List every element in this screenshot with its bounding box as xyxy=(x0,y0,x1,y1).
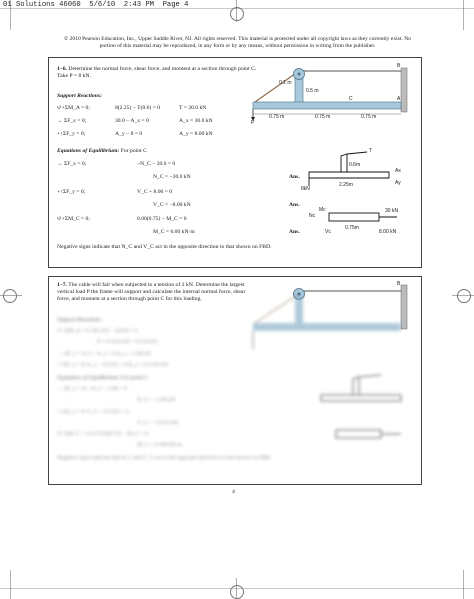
equation-lhs: ↺+ΣM_C = 0; xyxy=(57,216,90,222)
blurred-line: Support Reactions: xyxy=(57,317,103,323)
label-p: P xyxy=(251,120,255,126)
frame-figure xyxy=(249,62,417,130)
fbd-sketch-whole xyxy=(299,142,414,192)
dim-label: 0.1 m xyxy=(279,80,292,86)
equation-row xyxy=(57,189,317,195)
blurred-line: +↑ΣF_y = 0; A_y − 0.5333 = 0 A_y = 0.5333 kN xyxy=(57,361,169,368)
equation-lhs: +↑ΣF_y = 0; xyxy=(57,189,86,195)
pulley-pin-icon xyxy=(298,73,301,76)
equation-row xyxy=(57,131,213,137)
equation-mid: −N_C − 30.0 = 0 xyxy=(137,161,176,167)
equation-mid: N_C = −30.0 kN xyxy=(153,174,191,180)
fbd-sketch-segment xyxy=(307,203,417,243)
blurred-line: → ΣF_x = 0; 2 − A_x = 0 A_x = 2.00 kN xyxy=(57,350,151,357)
blurred-line: ↺+ΣM_A = 0; P(2.25) − 2(0.6) = 0 xyxy=(57,328,138,335)
span-label: 0.75 m xyxy=(315,114,331,120)
blurred-line: P = 0.5333 kN = 0.533 kN xyxy=(97,339,158,346)
blurred-line: → ΣF_x = 0; −N_C − 2.00 = 0 xyxy=(57,386,128,393)
equilibrium-heading xyxy=(57,148,147,155)
label-t: T xyxy=(369,148,373,154)
wall-support xyxy=(401,285,407,329)
blurred-line: V_C = −0.533 kN xyxy=(137,419,179,426)
copyright-notice: © 2010 Pearson Education, Inc., Upper Saddle River, NJ. All rights reserved. This material is protected under all copyright laws as they currently exist. No portion of this material may be reproduced, in any form or by any means, without permission in writing from the publisher. xyxy=(63,36,412,50)
equation-mid: A_y − 8 = 0 xyxy=(115,131,143,137)
segment-outline xyxy=(329,213,379,221)
cable-line xyxy=(255,71,299,102)
blurred-line: Equations of Equilibrium: For point C xyxy=(57,375,149,382)
problem-statement xyxy=(57,282,257,304)
answer-tag: Ans. xyxy=(289,202,300,208)
label-vc: Vc xyxy=(325,229,331,235)
equation-rhs: A_x = 30.0 kN xyxy=(179,118,213,124)
sign-convention-note: Negative signs indicate that N_C and V_C act in the opposite direction to that shown on FBD. xyxy=(57,244,272,250)
equation-rhs: A_y = 8.00 kN xyxy=(179,131,213,137)
equation-row xyxy=(57,118,213,124)
equation-row xyxy=(57,161,317,167)
answer-tag: Ans. xyxy=(289,174,300,180)
problem-1-6-box xyxy=(48,57,422,268)
equation-mid: 30.0 − A_x = 0 xyxy=(115,118,149,124)
blurred-solution xyxy=(57,317,307,463)
label-force2: 8.00 kN xyxy=(379,229,397,235)
label-b: B xyxy=(397,63,401,69)
equation-mid: 8.00(0.75) − M_C = 0 xyxy=(137,216,187,222)
problem-1-7-box xyxy=(48,276,422,485)
crop-mark xyxy=(463,0,464,30)
label-b: B xyxy=(397,281,401,287)
wall-support xyxy=(401,68,407,112)
fbd-post xyxy=(341,154,347,172)
beam-member xyxy=(253,102,401,109)
equation-rhs: T = 30.0 kN xyxy=(179,105,207,111)
registration-mark-icon xyxy=(230,7,244,21)
registration-mark-icon xyxy=(457,289,471,303)
label-small: 0.6m xyxy=(349,162,361,168)
label-ay: Ay xyxy=(395,180,401,186)
equation-lhs: ↺+ΣM_A = 0; xyxy=(57,105,90,111)
blurred-line: N_C = −2.00 kN xyxy=(137,397,176,404)
equation-lhs: → ΣF_x = 0; xyxy=(57,161,87,167)
problem-number: 1–6. xyxy=(57,66,67,72)
label-c: C xyxy=(349,96,353,102)
crop-mark xyxy=(10,570,11,599)
support-reactions-heading: Support Reactions: xyxy=(57,93,103,99)
answer-tag: Ans. xyxy=(289,229,300,235)
problem-text: The cable will fail when subjected to a tension of 2 kN. Determine the largest vertical load P the frame will support and calculate the internal normal force, shear force, and moment at a section through point C for this loading. xyxy=(57,282,246,303)
tension-arrow xyxy=(347,152,367,154)
fbd-outline xyxy=(309,172,389,178)
span-label: 0.75 m xyxy=(269,114,285,120)
equation-mid: M_C = 6.00 kN·m xyxy=(153,229,195,235)
label-dim: 2.25m xyxy=(339,182,353,188)
crop-mark xyxy=(463,570,464,599)
problem-text: Determine the normal force, shear force, and moment at a section through point C. Take P = 8 kN. xyxy=(57,66,257,80)
label-a: A xyxy=(397,96,401,102)
equation-row xyxy=(57,216,317,222)
equation-mid: 8(2.25) − T(0.6) = 0 xyxy=(115,105,161,111)
blurred-line: ↺+ΣM_C = 0; 0.5333(0.75) − M_C = 0 xyxy=(57,431,148,438)
problem-number: 1–7. xyxy=(57,282,67,288)
registration-mark-icon xyxy=(3,289,17,303)
post-member xyxy=(295,76,303,104)
page-number: 4 xyxy=(232,489,235,495)
equation-lhs: → ΣF_x = 0; xyxy=(57,118,87,124)
blurred-line: Negative signs indicate that N_C and V_C act in the opposite direction to that shown on FBD. xyxy=(57,455,272,462)
blurred-fbd xyxy=(311,365,416,455)
label-nc: Nc xyxy=(309,213,316,219)
label-mc: Mc xyxy=(319,207,326,213)
equation-mid: V_C = −8.00 kN xyxy=(153,202,191,208)
span-label: 0.75 m xyxy=(361,114,377,120)
blurred-line: M_C = 0.400 kN·m xyxy=(137,442,183,449)
registration-mark-icon xyxy=(230,585,244,599)
blurred-line: +↑ΣF_y = 0; V_C + 0.5333 = 0 xyxy=(57,408,129,415)
label-dim: 0.75m xyxy=(345,225,359,231)
label-ax: Ax xyxy=(395,168,401,174)
equation-row xyxy=(57,105,207,111)
equation-lhs: +↑ΣF_y = 0; xyxy=(57,131,86,137)
running-head: 01 Solutions 46060 5/6/10 2:43 PM Page 4 xyxy=(3,1,189,9)
equilibrium-point: For point C xyxy=(120,148,147,154)
label-load: 8kN xyxy=(301,186,310,192)
equilibrium-title: Equations of Equilibrium: xyxy=(57,148,120,154)
dim-label: 0.5 m xyxy=(306,88,319,94)
problem-statement xyxy=(57,66,257,80)
label-force: 30 kN xyxy=(385,208,399,214)
equation-mid: V_C + 8.00 = 0 xyxy=(137,189,173,195)
